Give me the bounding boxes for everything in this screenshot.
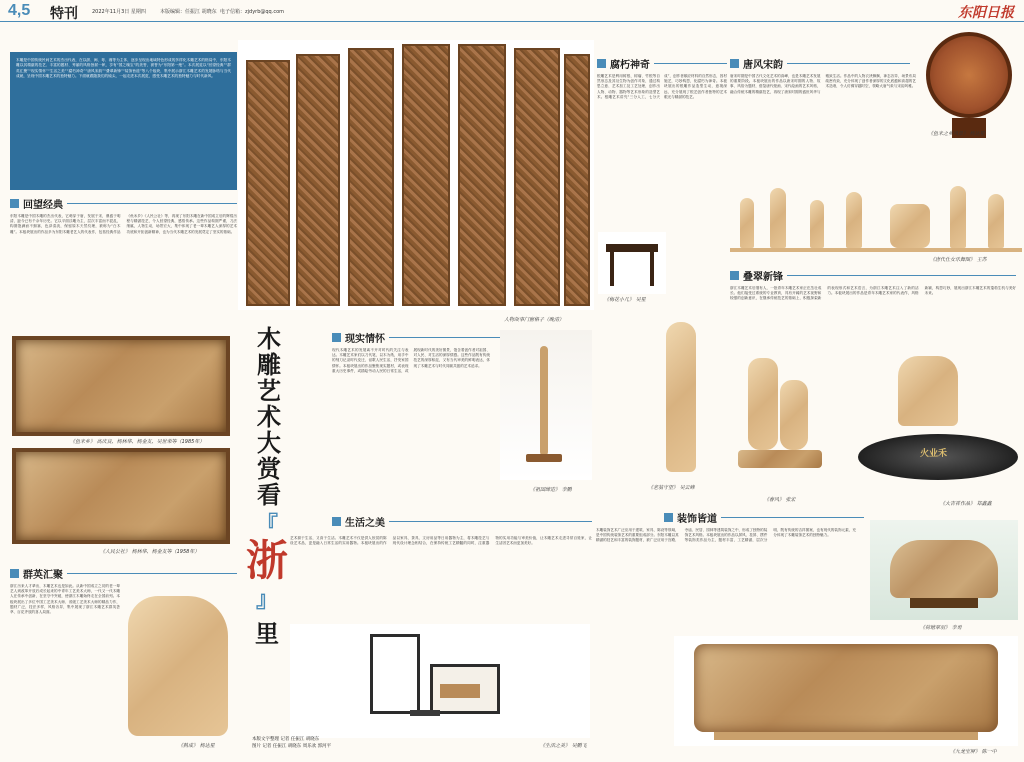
fuxiu-statue-caption: 《老翁守望》 吴云峰 bbox=[648, 485, 695, 491]
qunying-image bbox=[128, 596, 228, 736]
carving2-caption: 《人民公社》 杨林华、杨金友等（1958年） bbox=[100, 549, 200, 555]
zhuangshi-big-caption: 《九龙宝屏》 陈一中 bbox=[950, 749, 997, 755]
issue-date: 2022年11月3日 星期四 bbox=[92, 9, 146, 15]
zhuangshi-big-image bbox=[674, 636, 1018, 746]
fuxiu-table-caption: 《梅花小几》 吴星 bbox=[604, 297, 646, 303]
carving-yumixiang-image bbox=[12, 336, 230, 436]
title-main: 木雕艺术大赏看 bbox=[252, 326, 282, 508]
byline-line2: 图片 记者 任振江 胡晓东 周乐欢 郭河平 bbox=[252, 744, 332, 749]
title-quote-open: 『 bbox=[255, 512, 278, 538]
doors-caption: 人物故事门窗格子（晚清） bbox=[504, 317, 565, 323]
section-fuxiu-header: 腐朽神奇 bbox=[597, 56, 727, 70]
carving1-caption: 《鱼米乡》 高庆良、杨林华、杨金友、吴世荣等（1985年） bbox=[70, 439, 205, 445]
channel-label: 特刊 bbox=[50, 6, 78, 22]
tang-figures-caption: 《唐代仕女乐舞图》 王苏 bbox=[930, 257, 987, 263]
section-diecui-header: 叠翠新锋 bbox=[730, 268, 1016, 282]
huiwang-text: 东阳木雕是中国木雕的杰出代表，它萌芽于唐，发展于宋，鼎盛于明清，距今已有千余年历史。它以平面浮雕为主，层次丰富而不混乱，构图饱满而不拥塞，色泽清淡，保留原木天然纹理，被称为“白木雕”。本板块展出的作品多为东阳木雕老艺人的代表作，包括经典作品《鱼米乡》《人民公社》等，再现了东阳木雕在新中国成立后的辉煌历程与精湛技艺，令人回望经典，感悟传承。这些作品构图严谨，刀法细腻，人物生动，场景宏大，集中体现了老一辈木雕艺人深厚的艺术功底和开拓创新精神，也为当代木雕艺术的发展奠定了坚实的基础。 bbox=[10, 214, 237, 234]
page-number: 4,5 bbox=[8, 2, 31, 19]
tangfeng-text: 唐宋时期是中国古代文化艺术的高峰，也是木雕艺术发展的重要阶段。本板块展出的作品以唐宋时期的人物、故事、风俗为题材，借鉴唐代壁画、宋代绘画的艺术风格，融合传统木雕的精湛技艺，再现了唐宋时期的盛世风华与雅致生活。作品中的人物衣袂飘飘，神态各异，场景布局疏密有致，充分体现了创作者深厚的文化底蕴和高超的艺术造诣，令人仿佛穿越时空，领略大唐气象与宋韵风雅。 bbox=[730, 74, 916, 94]
shenghuo-text: 艺术源于生活，又高于生活。木雕艺术不仅是供人欣赏的陈设艺术品，更是融入日常生活的实用器物。本板块展出的作品以家具、茶具、文房用品等日用器物为主，将木雕技艺与现代设计理念相结合，在保持传统工艺精髓的同时，注重器物的实用功能与审美价值，让木雕艺术走进寻常百姓家，让生活因艺术而更加美好。 bbox=[290, 536, 592, 546]
tang-round-caption: 《鱼米之乡风景》 杨达星 bbox=[928, 131, 985, 137]
byline bbox=[252, 736, 331, 750]
fuxiu-text: 根雕艺术是利用树根、树瘤、竹根等自然形态及其衍生物为创作对象，通过构思立意、艺术加工及工艺处理，创作出人物、动物、器物等艺术形象的造型艺术。根雕艺术讲究“三分人工，七分天成”，创作者顺应材料的自然形态，因材施艺，巧妙构思，化腐朽为神奇。本板块展出的根雕作品造型生动，意境深远，充分展现了根艺创作者独特的艺术眼光与精湛的技艺。 bbox=[597, 74, 727, 99]
title-tail: 里 bbox=[255, 619, 279, 648]
section-huiwang-header: 回望经典 bbox=[10, 196, 237, 210]
doors-image bbox=[238, 40, 594, 310]
qunying-caption: 《熟成》 杨达星 bbox=[178, 743, 215, 749]
zhuangshi-caption: 《荷塘翠羽》 李勇 bbox=[920, 625, 962, 631]
section-shenghuo-header: 生活之美 bbox=[332, 514, 592, 528]
qunying-text: 浙江历来人才辈出，木雕艺术也是如此。从新中国成立之初的老一辈艺人到改革开放后成长起来的中青年工艺美术大师，一代又一代木雕人在传承中创新，在坚守中突破，使浙江木雕始终走在全国前列。本板块展出了多位中国工艺美术大师、省级工艺美术大师的精品力作，题材广泛，技法多样，风格各异，集中展现了浙江木雕艺术群英荟萃、百花齐放的喜人局面。 bbox=[10, 584, 120, 615]
tang-round-image bbox=[922, 28, 1016, 144]
intro-box bbox=[10, 52, 237, 190]
newspaper-logo: 东阳日报 bbox=[958, 5, 1014, 21]
title-char: 浙 bbox=[246, 536, 289, 585]
shenghuo-image bbox=[290, 624, 590, 738]
main-title bbox=[246, 326, 289, 649]
masthead bbox=[0, 0, 1024, 22]
fuxiu-statue-image bbox=[652, 316, 712, 476]
zhuangshi-text: 木雕装饰艺术广泛应用于建筑、家具、陈设等领域，是中国传统装饰艺术的重要组成部分。东阳木雕以其精湛的技艺和丰富的装饰题材，被广泛应用于宫殿、寺庙、民居、园林等建筑装饰之中，形成了独特的装饰艺术风格。本板块展出的作品以屏风、挂屏、摆件等装饰类作品为主，题材丰富，工艺精湛，层次分明，既有传统的吉祥图案，也有现代的装饰元素，充分体现了木雕装饰艺术的独特魅力。 bbox=[596, 528, 856, 543]
page-editor: 本版编辑：任振江 胡晓东 bbox=[160, 9, 217, 15]
xianshi-text: 现代木雕艺术的发展离不开对时代的关注与表达。木雕艺术家们以刀代笔，以木为纸，用手中的刻刀记录时代变迁，讴歌人民生活，抒发家国情怀。本板块展出的作品聚焦现实题材，或表现重大历史事件，或描绘劳动人民的日常生活，或展现新时代的美好图景，饱含着创作者对祖国、对人民、对生活的深厚情感。这些作品既有传统技艺的深厚积淀，又有当代审美的鲜明表达，体现了木雕艺术与时代同频共振的艺术追求。 bbox=[332, 348, 490, 373]
carving-renmingongshe-image bbox=[12, 448, 230, 544]
xianshi-caption: 《祖国缔造》 李鹏 bbox=[530, 487, 572, 493]
email: 电子信箱：zjdyrb@qq.com bbox=[220, 9, 284, 15]
xianshi-image bbox=[500, 330, 592, 480]
section-zhuangshi-header: 装饰皆道 bbox=[664, 510, 864, 524]
title-quote-close: 』 bbox=[255, 587, 278, 613]
diecui-left-caption: 《春风》 张宏 bbox=[764, 497, 796, 503]
zhuangshi-image bbox=[870, 520, 1018, 620]
section-qunying-header: 群英汇聚 bbox=[10, 566, 237, 580]
diecui-right-image: 火业禾 bbox=[858, 350, 1018, 492]
shenghuo-caption: 《生活之美》 吴鹏飞 bbox=[540, 743, 587, 749]
fuxiu-table-image bbox=[598, 232, 666, 294]
intro-text: 木雕是中国传统民间艺术的杰出代表，在以浙、闽、粤、湘等为主体，逐步呈现出地域特色形成的多样化木雕艺术的格局中，东阳木雕以其精湛的技艺、丰富的题材、秀丽的风格独树一帜，享有“国之瑰宝”的美誉，被誉为“东阳第一绝”。本次展览以“回望经典”“群英汇聚”“现实情怀”“生活之美”“腐朽神奇”“唐风宋韵”“叠翠新锋”“装饰皆道”等八个板块，集中展示浙江木雕艺术的发展脉络与当代成就，呈现中国木雕艺术的独特魅力。下面就跟随我们的镜头，一起走进本次展览，感受木雕艺术的独特魅力与时代新风。 bbox=[16, 58, 231, 79]
diecui-left-image bbox=[728, 350, 832, 488]
tang-figures-image bbox=[730, 178, 1022, 256]
section-tangfeng-header: 唐风宋韵 bbox=[730, 56, 910, 70]
byline-line1: 本版文字整理 记者 任振江 胡晓东 bbox=[252, 737, 320, 742]
diecui-text: 浙江木雕艺术后继有人，一批青年木雕艺术家正在茁壮成长。他们接受过系统的专业教育，具有开阔的艺术视野和较强的创新意识，在继承传统技艺的基础上，积极探索新的表现形式和艺术语言，为浙江木雕艺术注入了新的活力。本板块展出的作品是青年木雕艺术家的代表作，风格新颖，构思巧妙，展现出浙江木雕艺术的蓬勃生机与美好未来。 bbox=[730, 286, 1016, 301]
section-xianshi-header: 现实情怀 bbox=[332, 330, 592, 344]
diecui-right-caption: 《大吉祥作品》 郑鑫鑫 bbox=[940, 501, 992, 507]
